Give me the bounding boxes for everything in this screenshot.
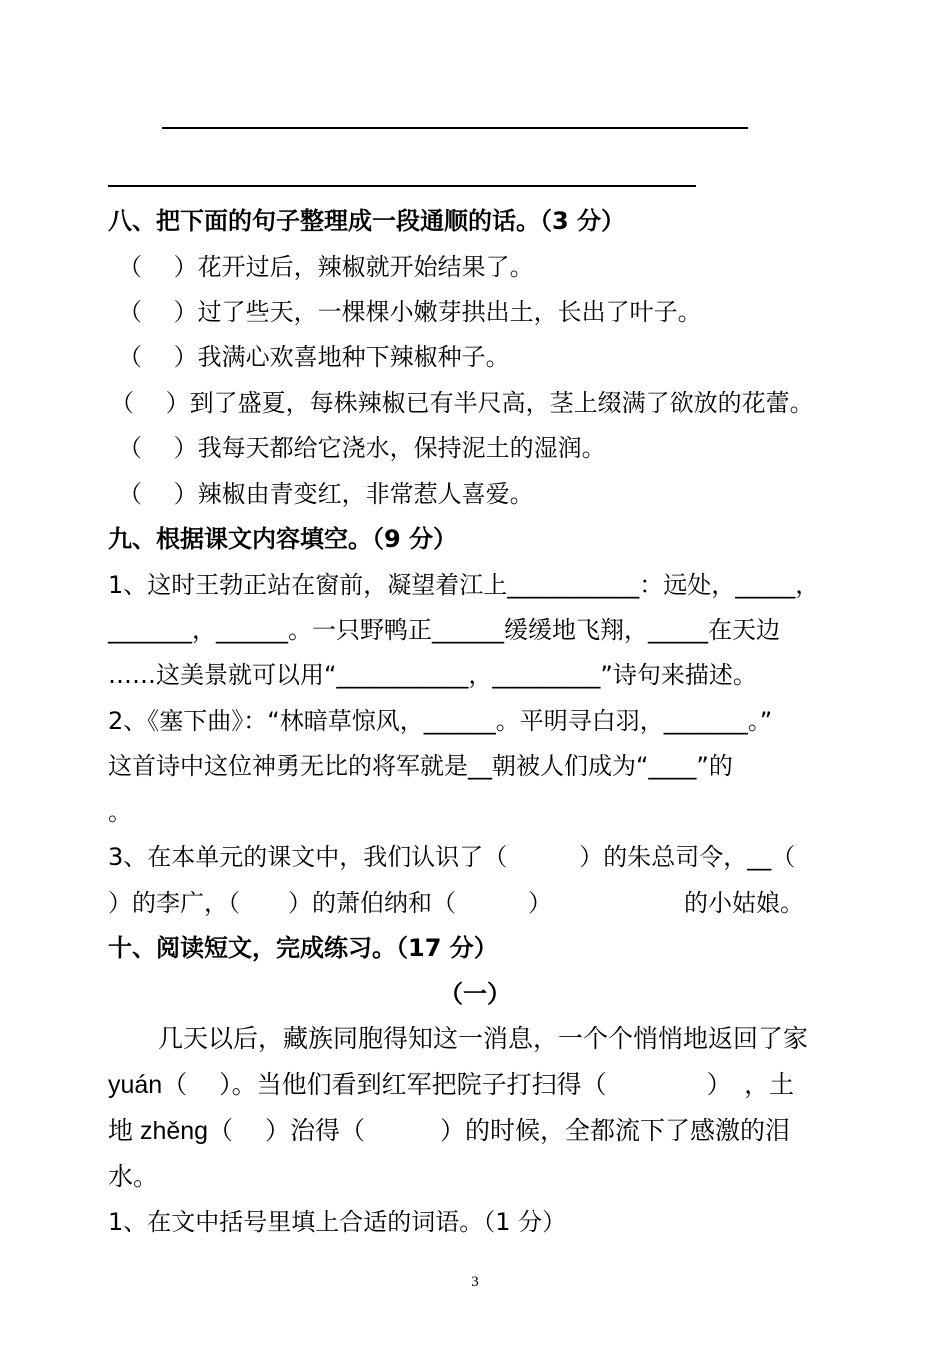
question-2-line-3: 。 [108,798,132,826]
sentence-item: （ ）我满心欢喜地种下辣椒种子。 [118,343,510,371]
passage-line-1: 几天以后，藏族同胞得知这一消息，一个个悄悄地返回了家 [108,1025,809,1053]
question-2-line-2: 这首诗中这位神勇无比的将军就是__朝被人们成为“____”的 [108,752,733,780]
question-3-line-1: 3、在本单元的课文中，我们认识了（ ）的朱总司令，__（ [108,843,796,871]
question-1-line-2: _______，______。一只野鸭正______缓缓地飞翔，_____在天边 [108,616,780,644]
question-1-line-3: ……这美景就可以用“___________，_________”诗句来描述。 [108,661,757,689]
passage-line-4: 水。 [108,1163,159,1191]
page-number: 3 [471,1274,479,1290]
sentence-item: （ ）到了盛夏，每株辣椒已有半尺高，茎上缀满了欲放的花蕾。 [110,389,814,417]
question-3-line-2: ）的李广，（ ）的萧伯纳和（ ） 的小姑娘。 [108,889,804,917]
sentence-item: （ ）过了些天，一棵棵小嫩芽拱出土，长出了叶子。 [118,298,702,326]
sentence-item: （ ）花开过后，辣椒就开始结果了。 [118,253,534,281]
question-1-line-1: 1、这时王勃正站在窗前，凝望着江上___________：远处，_____， [108,571,820,599]
section-8-title: 八、把下面的句子整理成一段通顺的话。（3 分） [108,207,626,235]
passage-line-2: yuán（ ）。当他们看到红军把院子打扫得（ ） ，土 [108,1071,795,1099]
answer-line-1 [162,127,748,129]
passage-line-3: 地 zhěng（ ）治得（ ）的时候，全都流下了感激的泪 [108,1117,791,1145]
sentence-item: （ ）我每天都给它浇水，保持泥土的湿润。 [118,434,606,462]
passage-heading: （一） [439,980,511,1008]
answer-line-2 [108,185,696,187]
section-10-title: 十、阅读短文，完成练习。（17 分） [108,934,498,962]
reading-question-1: 1、在文中括号里填上合适的词语。（1 分） [108,1208,567,1236]
question-2-line-1: 2、《塞下曲》：“林暗草惊风，______。平明寻白羽，_______。” [108,707,773,735]
sentence-item: （ ）辣椒由青变红，非常惹人喜爱。 [118,480,534,508]
section-9-title: 九、根据课文内容填空。（9 分） [108,525,458,553]
